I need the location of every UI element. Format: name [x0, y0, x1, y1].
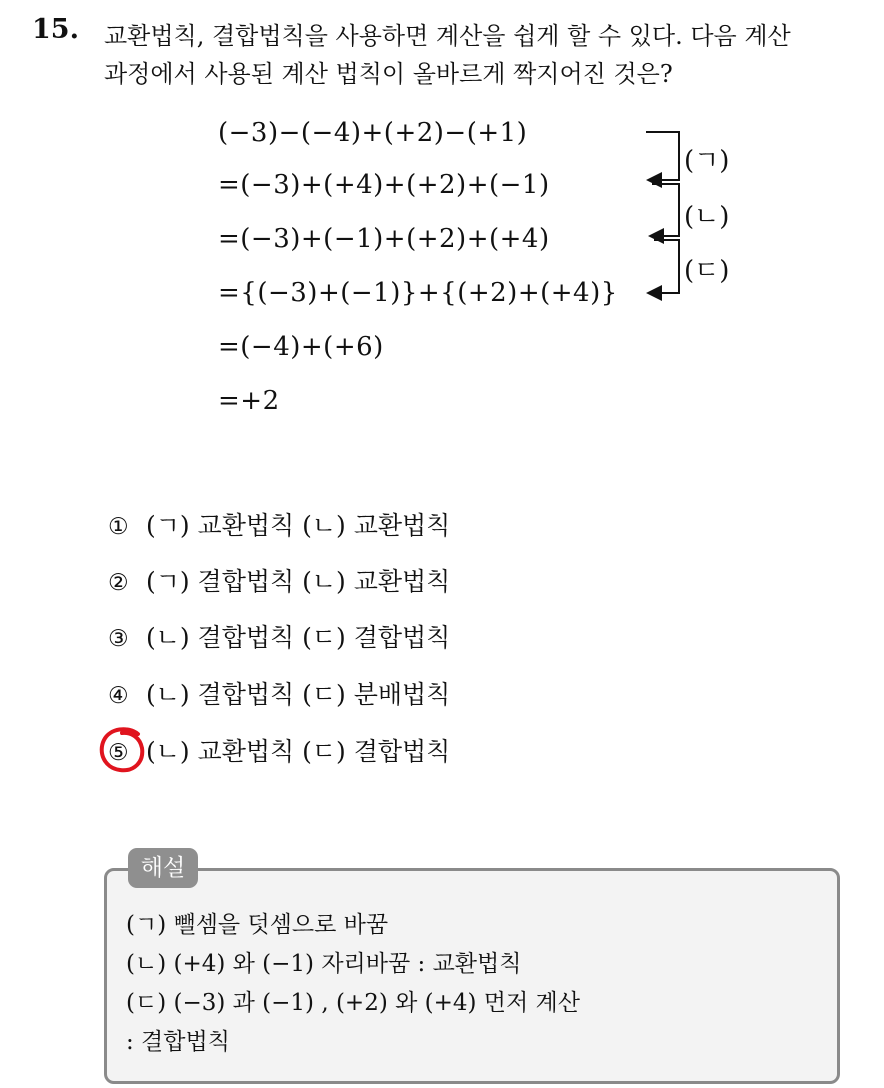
calc-step-1: (−3)−(−4)+(+2)−(+1) — [218, 118, 528, 148]
choice-4[interactable] — [108, 675, 450, 711]
question-number: 15. — [32, 14, 79, 45]
solution-line-4: : 결합법칙 — [126, 1029, 230, 1055]
choice-5[interactable] — [108, 732, 450, 768]
question-text-line-1: 교환법칙, 결합법칙을 사용하면 계산을 쉽게 할 수 있다. 다음 계산 — [104, 22, 791, 50]
law-label-giyeok: (ㄱ) — [684, 146, 730, 176]
solution-line-1: (ㄱ) 뺄셈을 덧셈으로 바꿈 — [126, 912, 389, 938]
solution-line-3: (ㄷ) (−3) 과 (−1) , (+2) 와 (+4) 먼저 계산 — [126, 990, 580, 1016]
choice-5-number: ⑤ — [108, 740, 129, 766]
choice-3[interactable] — [108, 618, 450, 654]
law-label-nieun: (ㄴ) — [684, 202, 730, 232]
calc-step-4: ={(−3)+(−1)}+{(+2)+(+4)} — [218, 278, 618, 308]
bracket-arrow-3 — [648, 240, 679, 293]
choice-1-text: (ㄱ) 교환법칙 (ㄴ) 교환법칙 — [145, 511, 451, 540]
answer-mark-circle-icon — [98, 724, 152, 776]
choice-2[interactable] — [108, 562, 450, 598]
question-text-line-2: 과정에서 사용된 계산 법칙이 올바르게 짝지어진 것은? — [104, 60, 673, 88]
step-bracket-arrows — [0, 0, 884, 320]
choice-1[interactable] — [108, 506, 450, 542]
choice-5-text: (ㄴ) 교환법칙 (ㄷ) 결합법칙 — [145, 737, 451, 766]
choice-4-number: ④ — [108, 683, 129, 709]
choice-3-text: (ㄴ) 결합법칙 (ㄷ) 결합법칙 — [145, 623, 451, 652]
choice-2-text: (ㄱ) 결합법칙 (ㄴ) 교환법칙 — [145, 567, 451, 596]
solution-tab: 해설 — [128, 848, 198, 888]
choice-2-number: ② — [108, 570, 129, 596]
calc-step-3: =(−3)+(−1)+(+2)+(+4) — [218, 224, 550, 254]
choice-3-number: ③ — [108, 626, 129, 652]
calc-step-6: =+2 — [218, 386, 280, 416]
solution-line-2: (ㄴ) (+4) 와 (−1) 자리바꿈 : 교환법칙 — [126, 951, 522, 977]
bracket-arrow-2 — [650, 184, 679, 236]
law-label-digeut: (ㄷ) — [684, 256, 730, 286]
calc-step-5: =(−4)+(+6) — [218, 332, 384, 362]
bracket-arrow-1 — [646, 132, 679, 180]
choice-1-number: ① — [108, 514, 129, 540]
choice-4-text: (ㄴ) 결합법칙 (ㄷ) 분배법칙 — [145, 680, 451, 709]
calc-step-2: =(−3)+(+4)+(+2)+(−1) — [218, 170, 550, 200]
